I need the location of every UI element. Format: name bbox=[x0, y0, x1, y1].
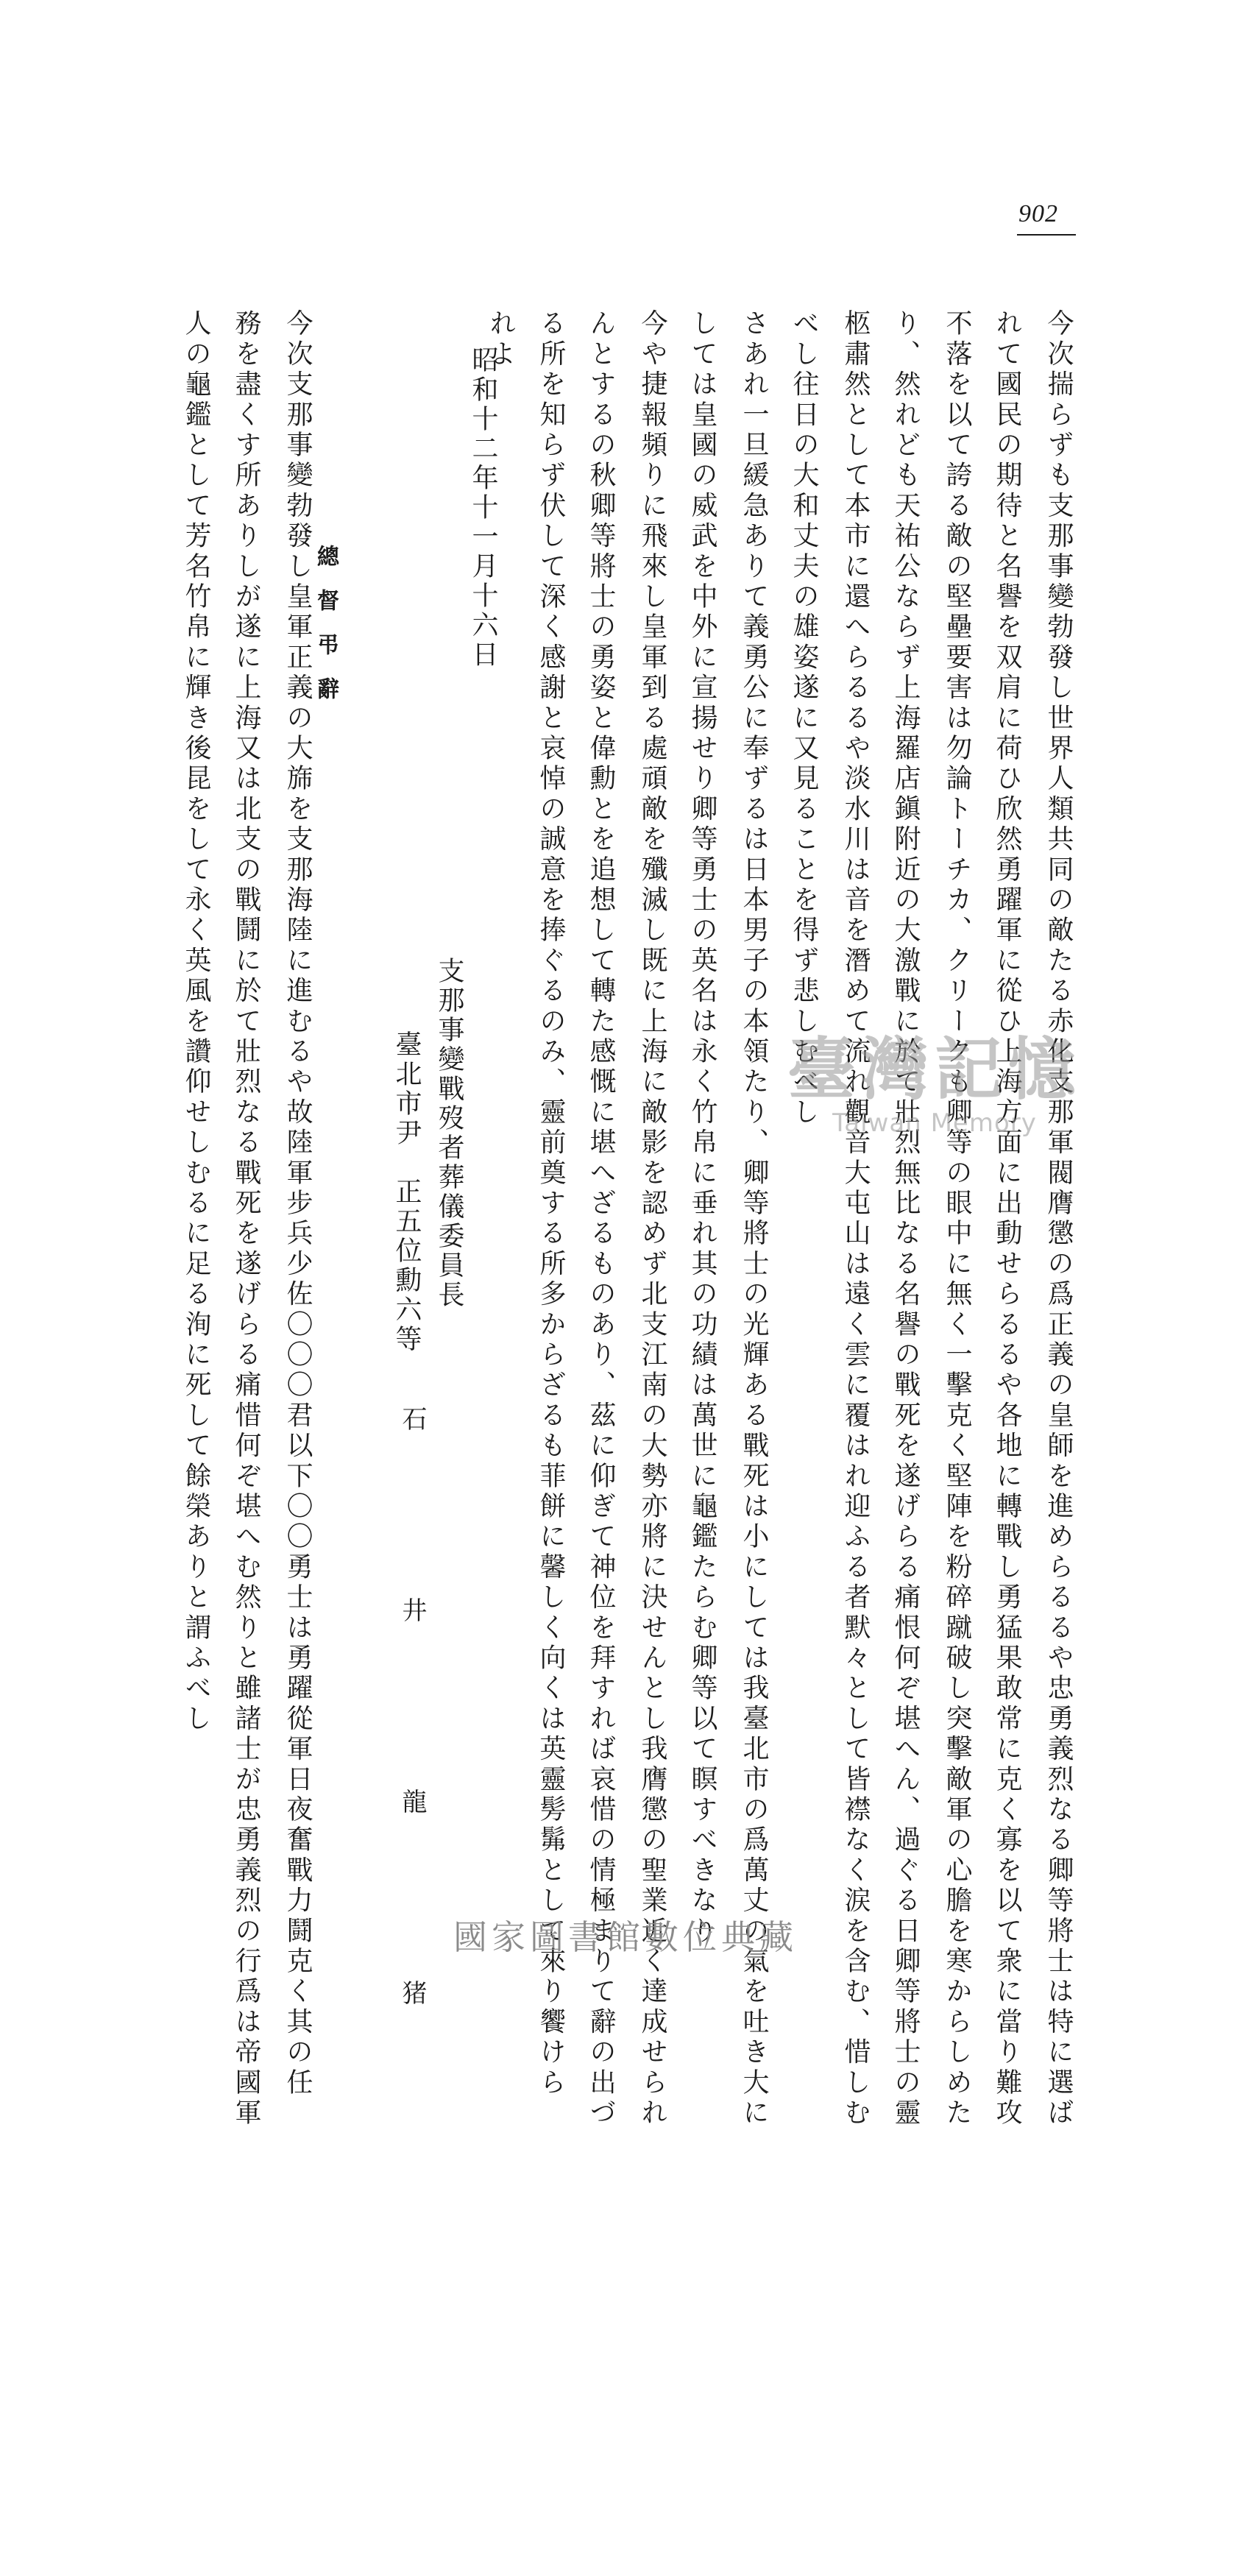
speech1-column-11: る所を知らず伏して深く感謝と哀悼の誠意を捧ぐるのみ、靈前奠する所多からざるも菲餅に馨しく向くは英靈髣髴として來り饗けら bbox=[536, 309, 566, 2098]
speech2-column-3: 人の龜鑑として芳名竹帛に輝き後昆をして永く英風を讚仰せしむるに足る洵に死して餘榮ありと謂ふべし bbox=[181, 309, 211, 1735]
speech2-column-2: 務を盡くす所ありしが遂に上海又は北支の戰鬪に於て壯烈なる戰死を遂げらる痛惜何ぞ堪へむ然りと雖諸士が忠勇義烈の行爲は帝國軍 bbox=[231, 309, 261, 2129]
page-number: 902 bbox=[1018, 200, 1058, 227]
speech1-column-9: 今や捷報頻りに飛來し皇軍到る處頑敵を殲滅し既に上海に敵影を認めず北支江南の大勢亦將に決せんとし我膺懲の聖業近く達成せられ bbox=[637, 309, 667, 2129]
speech1-column-7: さあれ一旦緩急ありて義勇公に奉ずるは日本男子の本領たり、卿等將士の光輝ある戰死は小にしては我臺北市の爲萬丈の氣を吐き大に bbox=[739, 309, 769, 2129]
library-footer: 國家圖書館數位典藏 bbox=[453, 1917, 798, 1957]
watermark-english-text: Taiwan Memory bbox=[832, 1108, 1037, 1138]
speech2-column-1: 今次支那事變勃發し皇軍正義の大旆を支那海陸に進むるや故陸軍步兵少佐〇〇〇君以下〇〇勇士は勇躍從軍日夜奮戰力鬪克く其の任 bbox=[283, 309, 313, 2098]
speech1-column-12: れよ bbox=[486, 309, 516, 370]
speech1-column-10: んとするの秋卿等將士の勇姿と偉勳とを追想して轉た感慨に堪へざるものあり、茲に仰ぎて神位を拜すれば哀惜の情極まりて辭の出づ bbox=[586, 309, 616, 2129]
watermark-chinese-text: 臺灣記憶 bbox=[787, 1030, 1082, 1109]
speech1-signature-title: 支那事變戰歿者葬儀委員長 bbox=[434, 957, 464, 1310]
speech1-column-5: 柩肅然として本市に還へらるるや淡水川は音を潛めて流れ觀音大屯山は遠く雲に覆はれ迎ふる者默々として皆襟なく涙を含む、惜しむ bbox=[840, 309, 871, 2129]
taiwan-memory-watermark bbox=[787, 1016, 1082, 1138]
speech1-signature-office: 臺北市尹 正五位勳六等 bbox=[391, 1030, 422, 1354]
speech1-column-2: れて國民の期待と名譽を双肩に荷ひ欣然勇躍軍に從ひ上海方面に出動せらるるや各地に轉戰し勇猛果敢常に克く寡を以て衆に當り難攻 bbox=[992, 309, 1022, 2129]
page-number-rule bbox=[1017, 234, 1076, 236]
speech1-column-4: り、然れども天祐公ならず上海羅店鎭附近の大激戰に於て壯烈無比なる名譽の戰死を遂げらる痛恨何ぞ堪へん、過ぐる日卿等將士の靈 bbox=[890, 309, 921, 2129]
speech1-column-3: 不落を以て誇る敵の堅壘要害は勿論トーチカ、クリークも卿等の眼中に無く一擊克く堅陣を粉碎蹴破し突擊敵軍の心膽を寒からしめた bbox=[942, 309, 972, 2129]
speech2-heading: 總督弔辭 bbox=[313, 545, 339, 721]
speech1-date: 昭和十二年十一月十六日 bbox=[468, 346, 498, 670]
speech1-column-6: べし往日の大和丈夫の雄姿遂に又見ることを得ず悲しむべし bbox=[789, 309, 819, 1128]
speech1-column-1: 今次揣らずも支那事變勃發し世界人類共同の敵たる赤化支那軍閥膺懲の爲正義の皇師を進めらるるや忠勇義烈なる卿等將士は特に選ば bbox=[1043, 309, 1074, 2129]
speech1-signature-name: 石 井 龍 猪 bbox=[397, 1406, 427, 2076]
speech1-column-8: しては皇國の威武を中外に宣揚せり卿等勇士の英名は永く竹帛に垂れ其の功績は萬世に龜鑑たらむ卿等以て瞑すべきなり bbox=[687, 309, 717, 1947]
